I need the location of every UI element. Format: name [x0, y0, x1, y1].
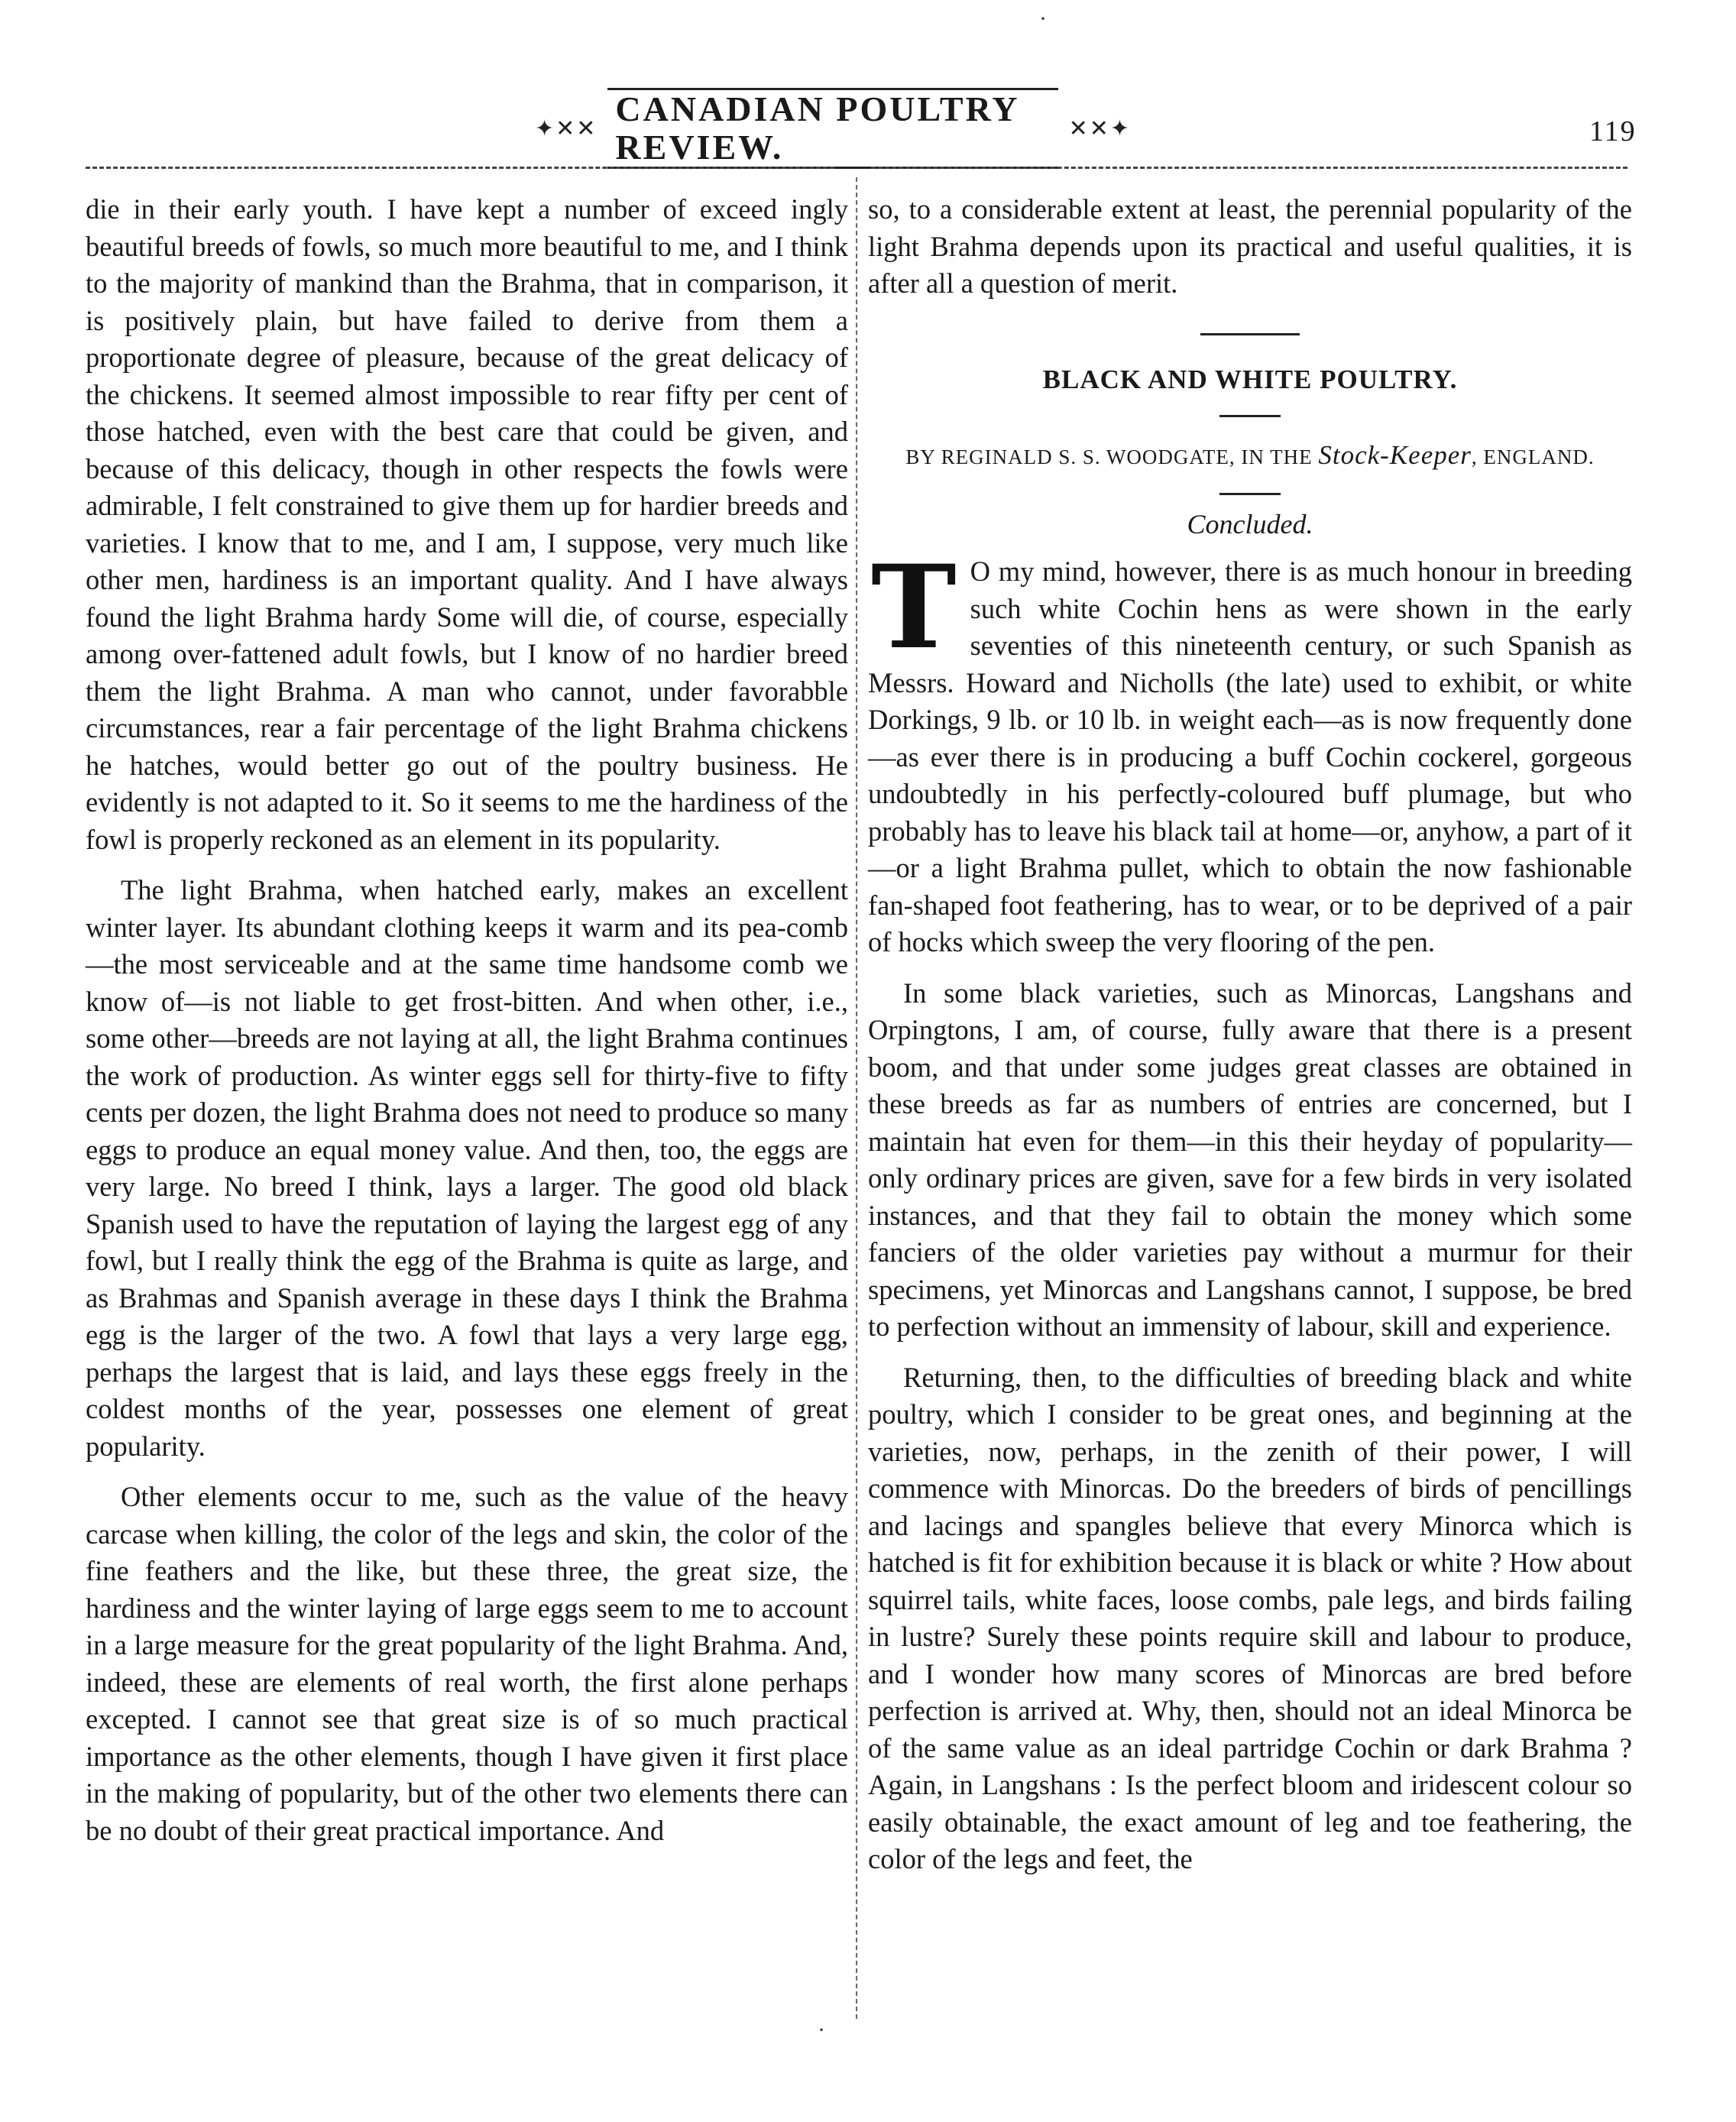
header-rule-left [86, 167, 834, 169]
print-speck: · [1039, 6, 1047, 31]
publication-title: CANADIAN POULTRY REVIEW. [607, 88, 1057, 169]
print-speck: · [818, 2017, 825, 2043]
section-rule-top [1200, 333, 1300, 335]
left-paragraph-2: The light Brahma, when hatched early, makes an excellent winter layer. Its abundant clothing keeps it warm and its pea-comb—the most serviceable and at the same time handsome comb we know of—is not liable to get frost-bitten. And when other, i.e., some other—breeds are not laying at all, the light Brahma continues the work of production. As winter eggs sell for thirty-five to fifty cents per dozen, the light Brahma does not need to produce so many eggs to produce an equal money value. And then, too, the eggs are very large. No breed I think, lays a larger. The good old black Spanish used to have the reputation of laying the largest egg of any fowl, but I really think the egg of the Brahma is quite as large, and as Brahmas and Spanish average in these days I think the Brahma egg is the larger of the two. A fowl that lays a very large egg, perhaps the largest that is laid, and lays these eggs freely in the coldest months of the year, possesses one element of great popularity. [86, 874, 848, 1462]
column-divider [856, 177, 857, 2019]
byline-prefix: BY REGINALD S. S. WOODGATE, IN THE [905, 445, 1319, 468]
left-ornament-icon: ✦✕✕ [535, 115, 598, 142]
byline-source: Stock-Keeper [1318, 440, 1472, 470]
right-first-paragraph [868, 540, 1632, 961]
section-title: BLACK AND WHITE POULTRY. [1042, 364, 1458, 394]
masthead [535, 89, 1131, 167]
left-paragraph-3: Other elements occur to me, such as the value of the heavy carcase when killing, the color of the legs and skin, the color of the fine feathers and the like, but these three, the great size, the hardiness and the winter laying of large eggs seem to me to account in a large measure for the great popularity of the light Brahma. And, indeed, these are elements of real worth, the first alone perhaps excepted. I cannot see that great size is of so much practical importance as the other elements, though I have given it first place in the making of popularity, but of the other two elements there can be no doubt of their great practical importance. And [86, 1481, 848, 1846]
page-number: 119 [1589, 115, 1637, 147]
header-rule-right [871, 167, 1628, 169]
left-paragraph-1: die in their early youth. I have kept a number of exceed ingly beautiful breeds of fowls, so much more beautiful to me, and I think to the majority of mankind than the Brahma, that in comparison, it is positively plain, but have failed to derive from them a proportionate degree of pleasure, because of the great delicacy of the chickens. It seemed almost impossible to rear fifty per cent of those hatched, even with the best care that could be given, and because of this delicacy, though in other respects the fowls were admirable, I felt constrained to give them up for hardier breeds and varieties. I know that to me, and I am, I suppose, very much like other men, hardiness is an important quality. And I have always found the light Brahma hardy Some will die, of course, especially among over-fattened adult fowls, but I know of no hardier breed them the light Brahma. A man who cannot, under favorabble circumstances, rear a fair percentage of the light Brahma chickens he hatches, would better go out of the poultry business. He evidently is not adapted to it. So it seems to me the hardiness of the fowl is properly reckoned as an element in its popularity. [86, 193, 848, 855]
section-rule-bottom [1219, 493, 1281, 495]
right-intro-paragraph: so, to a considerable extent at least, the perennial popularity of the light Brahma depends upon its practical and useful qualities, it is after all a question of merit. [868, 193, 1632, 299]
right-paragraph-2: In some black varieties, such as Minorcas, Langshans and Orpingtons, I am, of course, fully aware that there is a present boom, and that under some judges great classes are obtained in these breeds as far as numbers of entries are concerned, but I maintain hat even for them—in this their heyday of popularity—only ordinary prices are given, save for a few birds in very isolated instances, and that they fail to obtain the money which some fanciers of the older varieties pay without a murmur for their specimens, yet Minorcas and Langshans cannot, I suppose, be bred to perfection without an immensity of labour, skill and experience. [868, 977, 1632, 1342]
concluded-note: Concluded. [1187, 508, 1313, 539]
left-column [86, 191, 848, 1849]
article-byline [868, 437, 1632, 476]
drop-cap: T [871, 540, 957, 675]
byline-suffix: , ENGLAND. [1471, 445, 1595, 468]
section-rule-middle [1219, 415, 1281, 417]
right-first-paragraph-text: O my mind, however, there is as much honour in breeding such white Cochin hens as were shown in the early seventies of this nineteenth century, or such Spanish as Messrs. Howard and Nicholls (the late) used to exhibit, or white Dorkings, 9 lb. or 10 lb. in weight each—as is now frequently done—as ever there is in producing a buff Cochin cockerel, gorgeous undoubtedly in his perfectly-coloured buff plumage, but who probably has to leave his black tail at home—or, anyhow, a part of it—or a light Brahma pullet, which to obtain the now fashionable fan-shaped foot feathering, has to wear, or to be deprived of a pair of hocks which sweep the very flooring of the pen. [868, 556, 1632, 957]
right-ornament-icon: ✕✕✦ [1068, 115, 1131, 142]
right-paragraph-3: Returning, then, to the difficulties of breeding black and white poultry, which I consider to be great ones, and beginning at the varieties, now, perhaps, in the zenith of their power, I will commence with Minorcas. Do the breeders of birds of pencillings and lacings and spangles believe that every Minorca which is hatched is fit for exhibition because it is black or white ? How about squirrel tails, white faces, loose combs, pale legs, and birds failing in lustre? Surely these points require skill and labour to produce, and I wonder how many scores of Minorcas are bred before perfection is arrived at. Why, then, should not an ideal Minorca be of the same value as an ideal partridge Cochin or dark Brahma ? Again, in Langshans : Is the perfect bloom and iridescent colour so easily obtainable, the exact amount of leg and toe feathering, the color of the legs and feet, the [868, 1361, 1632, 1874]
right-column [868, 191, 1632, 1878]
